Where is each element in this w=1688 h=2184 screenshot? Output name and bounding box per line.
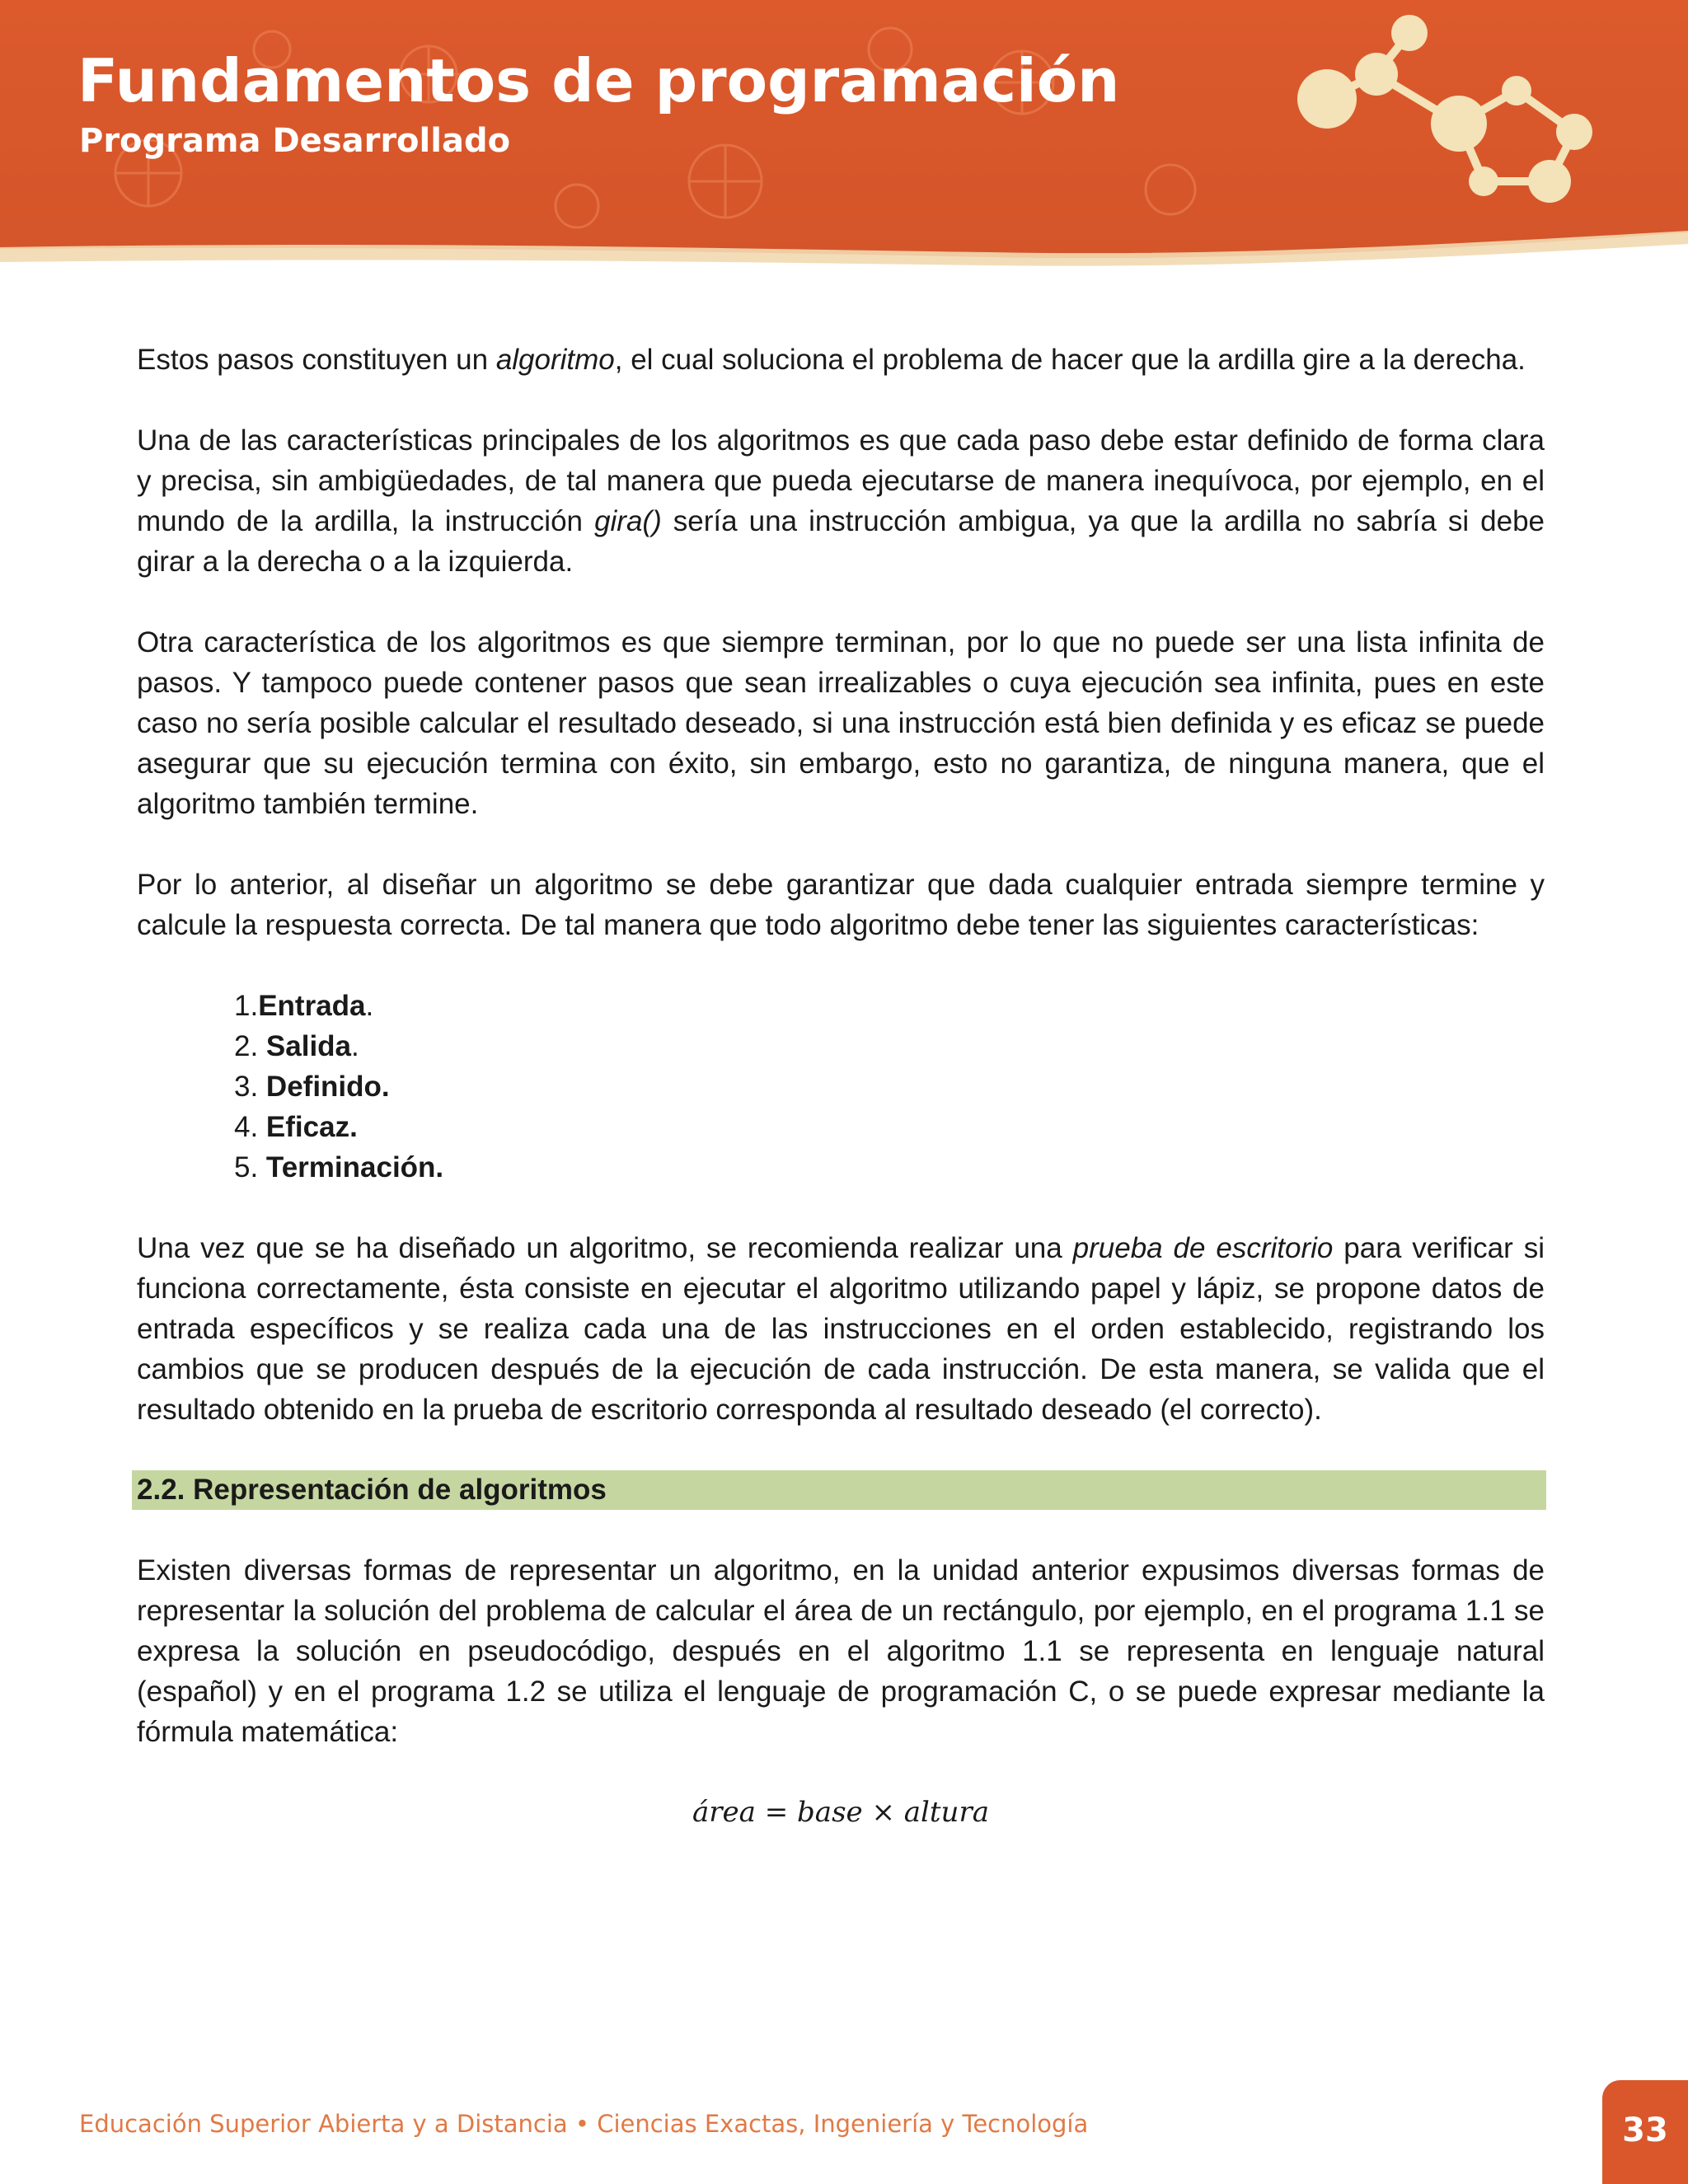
paragraph-representation: Existen diversas formas de representar un algoritmo, en la unidad anterior expusimos diversas formas de representar la solución del problema de calcular el área de un rectángulo, por ejemplo, en el programa 1.1 se expresa la solución en pseudocódigo, después en el algoritmo 1.1 se representa en lenguaje natural (español) y en el programa 1.2 se utiliza el lenguaje de programación C, o se puede expresar mediante la fórmula matemática:	[137, 1554, 1545, 1748]
page-subtitle: Programa Desarrollado	[79, 122, 511, 160]
paragraph-desk-check: Una vez que se ha diseñado un algoritmo, se recomienda realizar una prueba de escritorio para verificar si funciona correctamente, ésta consiste en ejecutar el algoritmo utilizando papel y lápiz, se propone datos de entrada específicos y se realiza cada una de las instrucciones en el orden establecido, registrando los cambios que se producen después de la ejecución de cada instrucción. De esta manera, se valida que el resultado obtenido en la prueba de escritorio corresponda al resultado deseado (el correcto).	[137, 1232, 1545, 1426]
content-area	[137, 340, 1545, 1833]
emphasis-prueba-de-escritorio: prueba de escritorio	[1072, 1232, 1334, 1264]
paragraph-algorithm-intro: Estos pasos constituyen un algoritmo, el cual soluciona el problema de hacer que la ardilla gire a la derecha.	[137, 344, 1526, 376]
list-item: 2. Salida.	[234, 1030, 359, 1062]
list-item: 4. Eficaz.	[234, 1111, 358, 1143]
footer-text: Educación Superior Abierta y a Distancia • Ciencias Exactas, Ingeniería y Tecnología	[79, 2110, 1089, 2138]
area-formula: área = base × altura	[692, 1796, 989, 1829]
section-heading: 2.2. Representación de algoritmos	[132, 1470, 1546, 1510]
emphasis-gira: gira()	[594, 505, 662, 537]
emphasis-algoritmo: algoritmo	[495, 344, 615, 376]
molecule-icon	[1269, 8, 1632, 214]
list-item: 1.Entrada.	[234, 990, 374, 1022]
paragraph-requirements: Por lo anterior, al diseñar un algoritmo se debe garantizar que dada cualquier entrada siempre termine y calcule la respuesta correcta. De tal manera que todo algoritmo debe tener las siguientes características:	[137, 869, 1545, 941]
list-item: 5. Terminación.	[234, 1151, 444, 1183]
list-item: 3. Definido.	[234, 1071, 390, 1103]
characteristics-list	[137, 986, 1545, 1188]
page-number: 33	[1622, 2111, 1668, 2149]
page-title: Fundamentos de programación	[77, 46, 1120, 115]
paragraph-characteristics: Una de las características principales de los algoritmos es que cada paso debe estar definido de forma clara y precisa, sin ambigüedades, de tal manera que pueda ejecutarse de manera inequívoca, por ejemplo, en el mundo de la ardilla, la instrucción gira() sería una instrucción ambigua, ya que la ardilla no sabría si debe girar a la derecha o a la izquierda.	[137, 424, 1545, 578]
paragraph-termination: Otra característica de los algoritmos es que siempre terminan, por lo que no puede ser una lista infinita de pasos. Y tampoco puede contener pasos que sean irrealizables o cuya ejecución sea infinita, pues en este caso no sería posible calcular el resultado deseado, si una instrucción está bien definida y es eficaz se puede asegurar que su ejecución termina con éxito, sin embargo, esto no garantiza, de ninguna manera, que el algoritmo también termine.	[137, 626, 1545, 820]
